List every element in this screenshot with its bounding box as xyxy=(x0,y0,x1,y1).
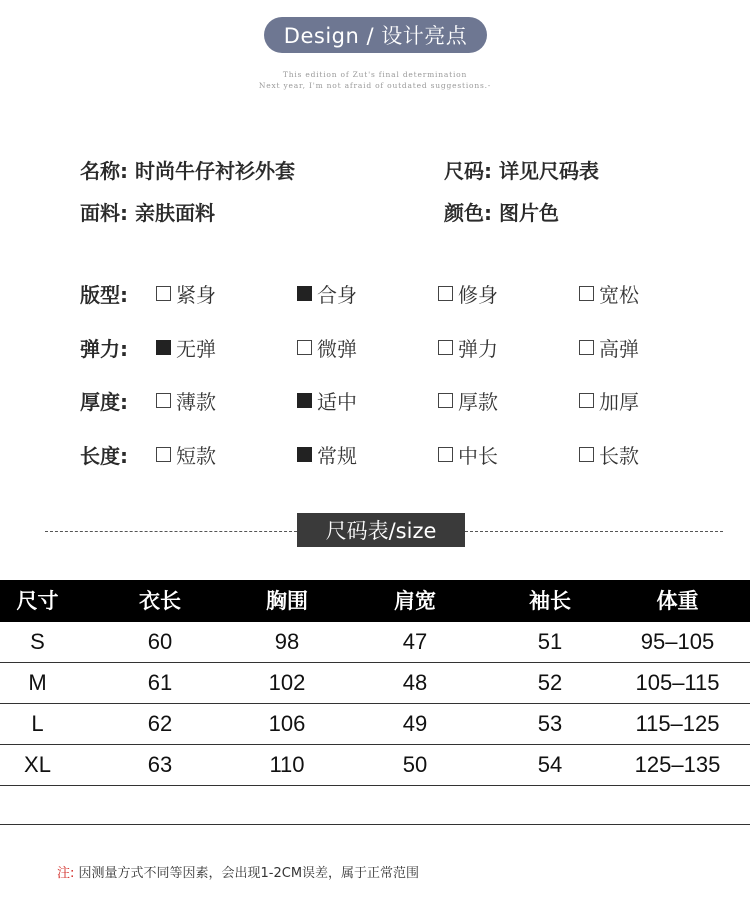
table-cell: 63 xyxy=(147,752,173,777)
option-label: 短款 xyxy=(176,444,216,468)
option-thickness-0[interactable] xyxy=(156,386,216,415)
checkbox[interactable] xyxy=(579,340,594,355)
info-color-value: 图片色 xyxy=(498,201,559,225)
table-header-cell: 衣长 xyxy=(139,589,181,613)
option-label: 修身 xyxy=(458,283,498,307)
option-stretch-3[interactable] xyxy=(579,333,639,362)
option-label: 适中 xyxy=(317,390,357,414)
info-name-value: 时尚牛仔衬衫外套 xyxy=(134,159,295,183)
table-cell: L xyxy=(31,711,44,736)
table-cell: 106 xyxy=(268,711,306,736)
option-label: 长款 xyxy=(599,444,639,468)
option-label: 合身 xyxy=(317,283,357,307)
attr-label-thickness: 厚度: xyxy=(80,390,128,414)
option-label: 高弹 xyxy=(599,337,639,361)
checkbox[interactable] xyxy=(156,393,171,408)
table-cell: M xyxy=(28,670,47,695)
table-cell: 49 xyxy=(402,711,428,736)
table-cell: 52 xyxy=(537,670,563,695)
option-thickness-2[interactable] xyxy=(438,386,498,415)
info-fabric-label: 面料: xyxy=(80,201,128,225)
checkbox[interactable] xyxy=(579,286,594,301)
table-empty-row xyxy=(0,786,750,825)
attr-label-length: 长度: xyxy=(80,444,128,468)
table-cell: 62 xyxy=(147,711,173,736)
option-fit-3[interactable] xyxy=(579,279,639,308)
table-row xyxy=(0,663,750,704)
checkbox-checked[interactable] xyxy=(297,393,312,408)
attr-label-stretch: 弹力: xyxy=(80,337,128,361)
table-header-cell: 胸围 xyxy=(266,589,308,613)
dashed-divider-right xyxy=(465,531,723,532)
info-color xyxy=(444,197,559,226)
option-label: 厚款 xyxy=(458,390,498,414)
info-name xyxy=(80,155,295,184)
note-prefix: 注: xyxy=(57,866,75,881)
table-cell: 53 xyxy=(537,711,563,736)
info-fabric xyxy=(80,197,215,226)
checkbox[interactable] xyxy=(438,447,453,462)
table-cell: 54 xyxy=(537,752,563,777)
checkbox[interactable] xyxy=(438,393,453,408)
table-cell: 98 xyxy=(274,629,300,654)
design-title: Design / 设计亮点 xyxy=(283,24,468,48)
table-cell: S xyxy=(30,629,45,654)
option-label: 无弹 xyxy=(176,337,216,361)
dashed-divider-left xyxy=(45,531,297,532)
size-table xyxy=(0,580,750,825)
option-thickness-3[interactable] xyxy=(579,386,639,415)
table-header-cell: 袖长 xyxy=(529,589,571,613)
size-chart-title-text: 尺码表/size xyxy=(325,519,437,543)
option-stretch-2[interactable] xyxy=(438,333,498,362)
table-cell: 60 xyxy=(147,629,173,654)
subtitle-line-1: This edition of Zut's final determination xyxy=(282,70,468,79)
table-cell: 125–135 xyxy=(634,752,721,777)
table-cell: 110 xyxy=(269,752,305,777)
table-cell: XL xyxy=(24,752,51,777)
option-label: 薄款 xyxy=(176,390,216,414)
option-label: 微弹 xyxy=(317,337,357,361)
checkbox-checked[interactable] xyxy=(297,447,312,462)
option-label: 弹力 xyxy=(458,337,498,361)
info-size-value: 详见尺码表 xyxy=(498,159,599,183)
info-name-label: 名称: xyxy=(80,159,128,183)
option-fit-2[interactable] xyxy=(438,279,498,308)
option-label: 常规 xyxy=(317,444,357,468)
table-cell: 105–115 xyxy=(635,670,720,695)
table-cell: 115–125 xyxy=(635,711,720,736)
checkbox[interactable] xyxy=(579,447,594,462)
table-header-cell: 肩宽 xyxy=(394,589,436,613)
table-cell: 102 xyxy=(268,670,306,695)
table-cell: 47 xyxy=(402,629,428,654)
table-row xyxy=(0,622,750,663)
option-thickness-1[interactable] xyxy=(297,386,357,415)
option-length-3[interactable] xyxy=(579,440,639,469)
option-label: 加厚 xyxy=(599,390,639,414)
table-row xyxy=(0,704,750,745)
table-header-cell: 体重 xyxy=(656,589,699,613)
option-stretch-1[interactable] xyxy=(297,333,357,362)
option-length-1[interactable] xyxy=(297,440,357,469)
option-fit-1[interactable] xyxy=(297,279,357,308)
size-chart-title xyxy=(297,513,465,547)
table-header-row xyxy=(0,580,750,622)
table-row xyxy=(0,745,750,786)
option-label: 宽松 xyxy=(599,283,639,307)
table-cell: 51 xyxy=(537,629,563,654)
info-size-label: 尺码: xyxy=(444,159,492,183)
measurement-note xyxy=(57,862,419,881)
checkbox[interactable] xyxy=(438,286,453,301)
option-stretch-0[interactable] xyxy=(156,333,216,362)
checkbox[interactable] xyxy=(156,286,171,301)
option-length-2[interactable] xyxy=(438,440,498,469)
table-cell: 61 xyxy=(147,670,173,695)
note-text: 因测量方式不同等因素，会出现1-2CM误差，属于正常范围 xyxy=(78,866,420,881)
info-fabric-value: 亲肤面料 xyxy=(134,201,215,225)
checkbox[interactable] xyxy=(579,393,594,408)
info-size xyxy=(444,155,599,184)
option-label: 紧身 xyxy=(176,283,216,307)
checkbox[interactable] xyxy=(297,340,312,355)
subtitle-line-2: Next year, I'm not afraid of outdated suggestions.- xyxy=(258,81,492,90)
table-cell: 48 xyxy=(402,670,428,695)
checkbox-checked[interactable] xyxy=(297,286,312,301)
option-fit-0[interactable] xyxy=(156,279,216,308)
table-cell: 50 xyxy=(402,752,428,777)
option-length-0[interactable] xyxy=(156,440,216,469)
table-header-cell: 尺寸 xyxy=(16,589,59,613)
option-label: 中长 xyxy=(458,444,498,468)
checkbox[interactable] xyxy=(156,447,171,462)
checkbox[interactable] xyxy=(438,340,453,355)
attr-label-fit: 版型: xyxy=(80,283,128,307)
checkbox-checked[interactable] xyxy=(156,340,171,355)
table-cell: 95–105 xyxy=(640,629,715,654)
info-color-label: 颜色: xyxy=(444,201,492,225)
design-title-pill xyxy=(264,17,487,53)
